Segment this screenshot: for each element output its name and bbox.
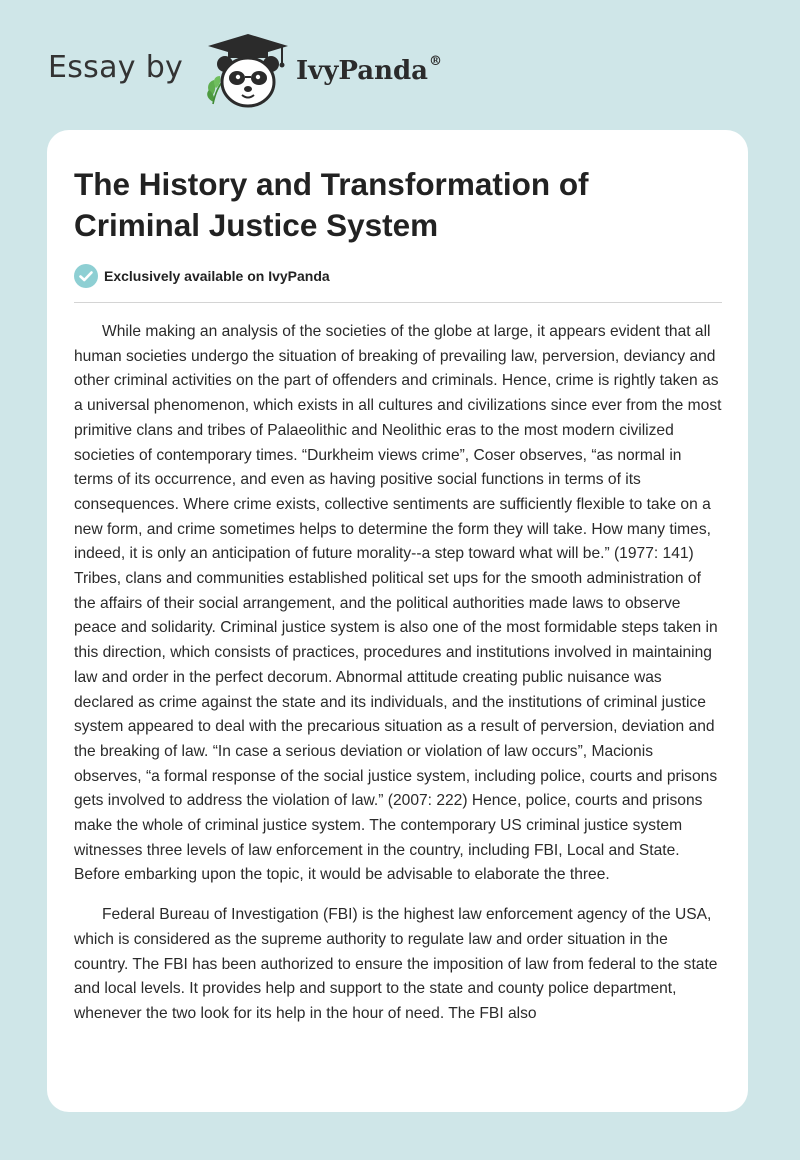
brand-name[interactable] — [296, 56, 442, 86]
registered-mark: ® — [429, 54, 443, 69]
badge-label: Exclusively available on IvyPanda — [104, 268, 330, 284]
exclusive-badge — [74, 263, 330, 289]
check-circle-icon — [74, 264, 98, 288]
essay-body — [74, 320, 724, 1042]
panda-graduate-icon[interactable] — [198, 30, 290, 110]
site-header — [0, 0, 800, 130]
essay-by-label: Essay by — [48, 50, 184, 85]
essay-title: The History and Transformation of Criminal Justice System — [74, 166, 589, 243]
essay-card — [47, 130, 748, 1112]
title-divider — [74, 302, 722, 303]
paragraph: While making an analysis of the societies of the globe at large, it appears evident that all human societies undergo the situation of breaking of prevailing law, perversion, deviancy and other criminal activities on the part of offenders and criminals. Hence, crime is rightly taken as a universal phenomenon, which exists in all cultures and civilizations since ever from the most primitive clans and tribes of Palaeolithic and Neolithic eras to the most modern civilized societies of contemporary times. “Durkheim views crime”, Coser observes, “as normal in terms of its occurrence, and even as having positive social functions in terms of its consequences. Where crime exists, collective sentiments are sufficiently flexible to take on a new form, and crime sometimes helps to determine the form they will take. How many times, indeed, it is only an anticipation of future morality--a step toward what will be.” (1977: 141) Tribes, clans and communities established political set ups for the smooth administration of the affairs of their social arrangement, and the political authorities made laws to observe peace and solidarity. Criminal justice system is also one of the most formidable steps taken in this direction, which consists of practices, procedures and institutions involved in maintaining law and order in the perfect decorum. Abnormal attitude creating public nuisance was declared as crime against the state and its individuals, and the institutions of criminal justice system appeared to deal with the precarious situation as a result of perversion, deviation and the breaking of law. “In case a serious deviation or violation of law occurs”, Macionis observes, “a formal response of the social justice system, including police, courts and prisons gets involved to address the violation of law.” (2007: 222) Hence, police, courts and prisons make the whole of criminal justice system. The contemporary US criminal justice system witnesses three levels of law enforcement in the country, including FBI, Local and State. Before embarking upon the topic, it would be advisable to elaborate the three. — [74, 323, 722, 884]
brand-text: IvyPanda — [296, 56, 429, 86]
paragraph: Federal Bureau of Investigation (FBI) is the highest law enforcement agency of the USA, which is considered as the supreme authority to regulate law and order situation in the country. The FBI has been authorized to ensure the imposition of law from federal to the state and local levels. It provides help and support to the state and county police department, whenever the two look for its help in the hour of need. The FBI also — [74, 906, 718, 1022]
